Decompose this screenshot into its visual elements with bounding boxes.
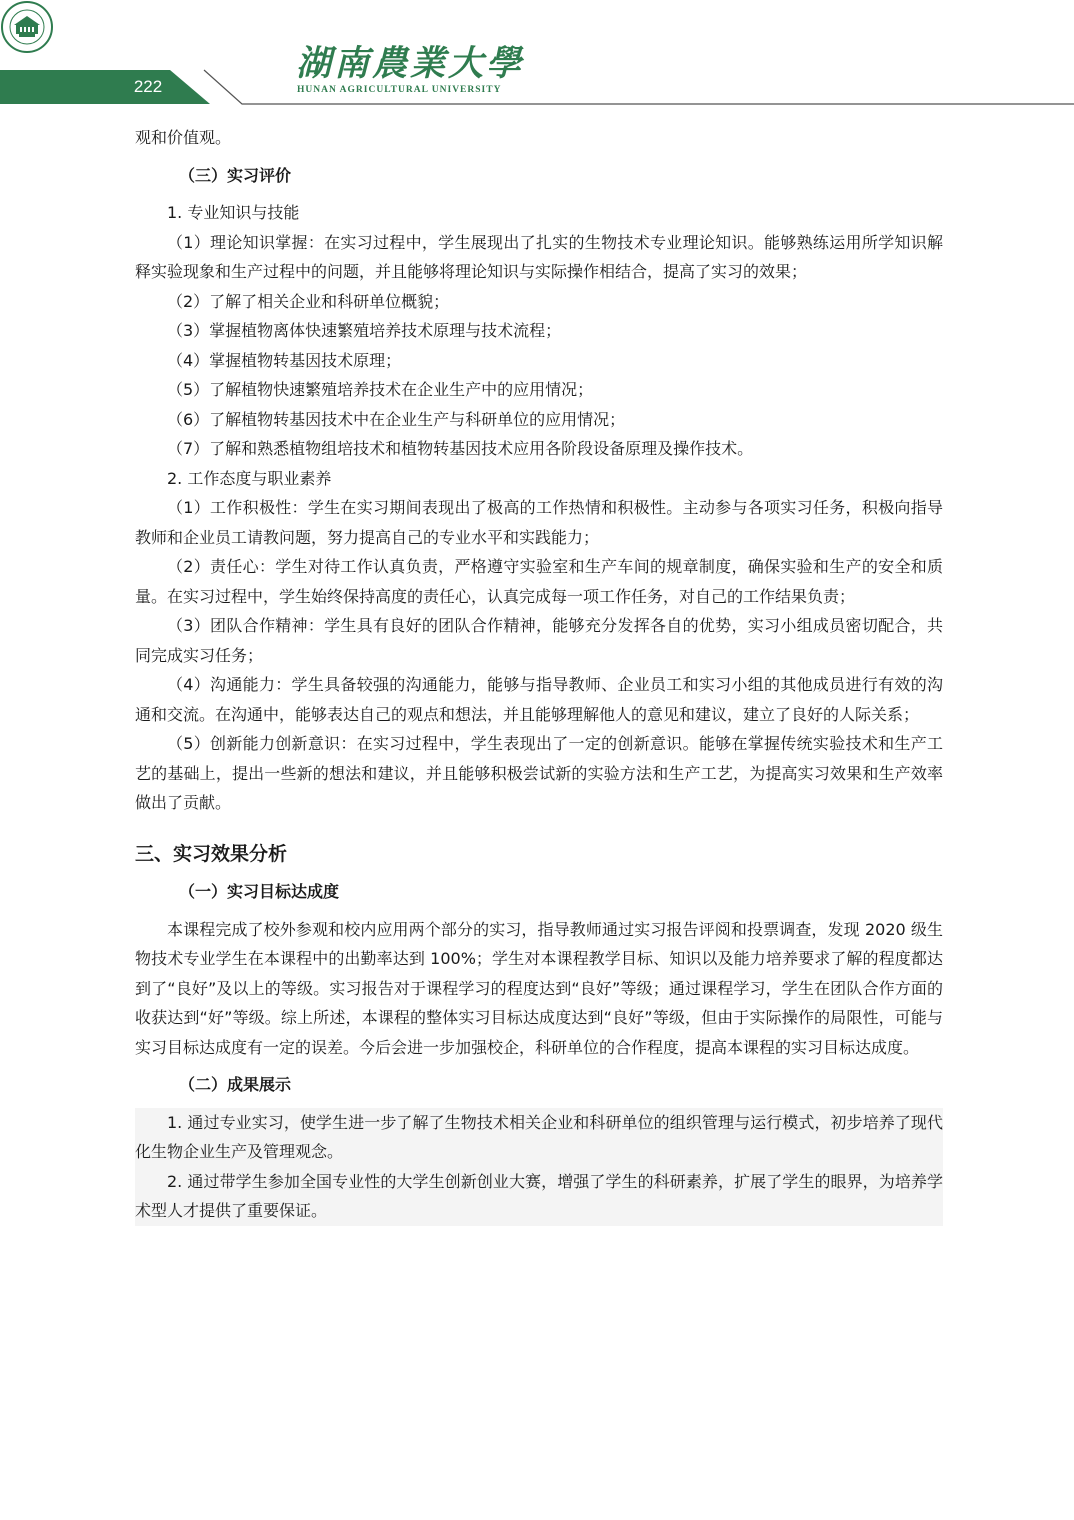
list-item: （2）了解了相关企业和科研单位概貌； [167,291,450,311]
paragraph-goal-achievement: 本课程完成了校外参观和校内应用两个部分的实习，指导教师通过实习报告评阅和投票调查，发现 2020 级生物技术专业学生在本课程中的出勤率达到 100%；学生对本课程教学目标、知识以及能力培养要求了解的程度都达到了“良好”及以上的等级。实习报告对于课程学习的程度达到“良好”等级；通过课程学习，学生在团队合作方面的收获达到“好”等级。综上所述，本课程的整体实习目标达成度达到“良好”等级，但由于实际操作的局限性，可能与实习目标达成度有一定的误差。今后会进一步加强校企，科研单位的合作程度，提高本课程的实习目标达成度。 [135,919,943,1057]
page-header [0,0,1074,110]
list-item: （2）责任心：学生对待工作认真负责，严格遵守实验室和生产车间的规章制度，确保实验和生产的安全和质量。在实习过程中，学生始终保持高度的责任心，认真完成每一项工作任务，对自己的工作结果负责； [135,557,943,606]
list-item: （1）理论知识掌握：在实习过程中，学生展现出了扎实的生物技术专业理论知识。能够熟练运用所学知识解释实验现象和生产过程中的问题，并且能够将理论知识与实际操作相结合，提高了实习的效果； [135,232,943,281]
list-item: （1）工作积极性：学生在实习期间表现出了极高的工作热情和积极性。主动参与各项实习任务，积极向指导教师和企业员工请教问题，努力提高自己的专业水平和实践能力； [135,498,943,547]
list-item: （7）了解和熟悉植物组培技术和植物转基因技术应用各阶段设备原理及操作技术。 [167,439,754,458]
list-item: （5）创新能力创新意识：在实习过程中，学生表现出了一定的创新意识。能够在掌握传统实验技术和生产工艺的基础上，提出一些新的想法和建议，并且能够积极尝试新的实验方法和生产工艺，为提高实习效果和生产效率做出了贡献。 [135,734,943,812]
list-item: （4）沟通能力：学生具备较强的沟通能力，能够与指导教师、企业员工和实习小组的其他成员进行有效的沟通和交流。在沟通中，能够表达自己的观点和想法，并且能够理解他人的意见和建议，建立了良好的人际关系； [135,675,943,724]
item-heading-knowledge: 1. 专业知识与技能 [167,203,300,222]
section-heading-analysis: 三、实习效果分析 [135,842,288,865]
list-item: （3）掌握植物离体快速繁殖培养技术原理与技术流程； [167,321,562,340]
subheading-results: （二）成果展示 [179,1075,292,1094]
section-heading-evaluation: （三）实习评价 [179,165,292,185]
subheading-goal-achievement: （一）实习目标达成度 [179,882,340,901]
item-heading-attitude: 2. 工作态度与职业素养 [167,468,332,488]
university-name-en: HUNAN AGRICULTURAL UNIVERSITY [297,85,502,95]
list-item: 1. 通过专业实习，使学生进一步了解了生物技术相关企业和科研单位的组织管理与运行模式，初步培养了现代化生物企业生产及管理观念。 [135,1112,943,1161]
list-item: （4）掌握植物转基因技术原理； [167,350,402,370]
list-item: （6）了解植物转基因技术中在企业生产与科研单位的应用情况； [167,409,626,429]
page-number: 222 [133,77,163,96]
results-shaded-block [135,1108,943,1226]
list-item: （5）了解植物快速繁殖培养技术在企业生产中的应用情况； [167,380,594,399]
university-name-cn: 湖南農業大學 [296,43,525,84]
page-content [135,123,943,1226]
list-item: 2. 通过带学生参加全国专业性的大学生创新创业大赛，增强了学生的科研素养，扩展了学生的眼界，为培养学术型人才提供了重要保证。 [135,1171,943,1220]
paragraph-continued: 观和价值观。 [135,128,232,147]
list-item: （3）团队合作精神：学生具有良好的团队合作精神，能够充分发挥各自的优势，实习小组成员密切配合，共同完成实习任务； [135,616,943,665]
university-seal-icon [0,0,54,54]
